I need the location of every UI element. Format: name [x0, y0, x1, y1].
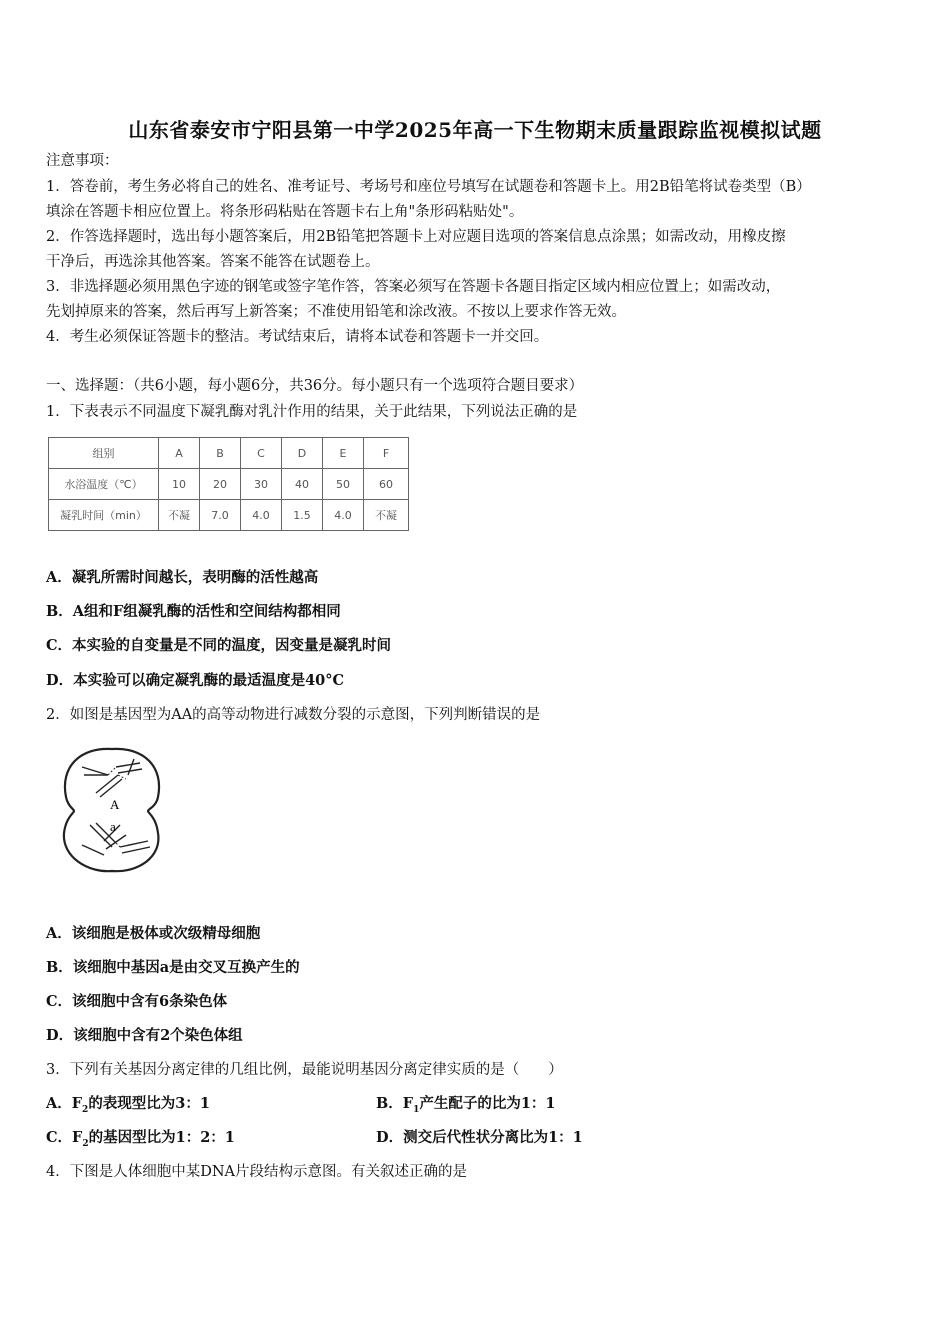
- gene-label-A: A: [110, 797, 120, 812]
- notice-line: 3．非选择题必须用黑色字迹的钢笔或签字笔作答，答案必须写在答题卡各题目指定区域内相应位置上；如需改动，: [46, 279, 781, 295]
- notice-line: 干净后，再选涂其他答案。答案不能答在试题卷上。: [46, 254, 380, 270]
- notice-line: 1．答卷前，考生务必将自己的姓名、准考证号、考场号和座位号填写在试题卷和答题卡上。用2B铅笔将试卷类型（B）: [46, 179, 811, 195]
- q3-option-a: A．$F_2$的表现型比为3：1: [46, 1095, 210, 1115]
- table-cell: 60: [364, 469, 409, 500]
- q1-option-d: D．本实验可以确定凝乳酶的最适温度是40°C: [46, 672, 345, 689]
- table-cell: 不凝: [159, 500, 200, 531]
- q3-option-c: C．$F_2$的基因型比为1：2：1: [46, 1129, 235, 1149]
- table-cell: 4.0: [241, 500, 282, 531]
- table-cell: B: [200, 438, 241, 469]
- table-cell: 7.0: [200, 500, 241, 531]
- table-cell: 水浴温度（℃）: [49, 469, 159, 500]
- q1-table: [48, 437, 409, 531]
- table-cell: A: [159, 438, 200, 469]
- q2-option-d: D．该细胞中含有2个染色体组: [46, 1027, 243, 1044]
- cell-division-figure: [60, 745, 165, 875]
- table-cell: 10: [159, 469, 200, 500]
- table-row: [49, 438, 409, 469]
- table-cell: 1.5: [282, 500, 323, 531]
- q3-option-d: D．测交后代性状分离比为1：1: [376, 1129, 583, 1146]
- q3-option-b: B．$F_1$产生配子的比为1：1: [376, 1095, 556, 1115]
- q2-option-b: B．该细胞中基因a是由交叉互换产生的: [46, 959, 300, 976]
- notice-line: 填涂在答题卡相应位置上。将条形码粘贴在答题卡右上角"条形码粘贴处"。: [46, 204, 524, 220]
- q2-option-c: C．该细胞中含有6条染色体: [46, 993, 228, 1010]
- table-row: [49, 469, 409, 500]
- q1-option-c: C．本实验的自变量是不同的温度，因变量是凝乳时间: [46, 637, 392, 654]
- table-cell: F: [364, 438, 409, 469]
- table-cell: 30: [241, 469, 282, 500]
- notice-line: 4．考生必须保证答题卡的整洁。考试结束后，请将本试卷和答题卡一并交回。: [46, 329, 549, 345]
- q4-stem: 4．下图是人体细胞中某DNA片段结构示意图。有关叙述正确的是: [46, 1164, 468, 1180]
- section-heading: 一、选择题：（共6小题，每小题6分，共36分。每小题只有一个选项符合题目要求）: [46, 378, 584, 394]
- table-cell: 不凝: [364, 500, 409, 531]
- table-cell: 50: [323, 469, 364, 500]
- gene-label-a: a: [110, 819, 116, 834]
- table-cell: 20: [200, 469, 241, 500]
- notice-heading: 注意事项：: [46, 153, 119, 169]
- table-cell: C: [241, 438, 282, 469]
- notice-line: 2．作答选择题时，选出每小题答案后，用2B铅笔把答题卡上对应题目选项的答案信息点涂黑；如需改动，用橡皮擦: [46, 229, 786, 245]
- q1-option-b: B．A组和F组凝乳酶的活性和空间结构都相同: [46, 603, 341, 620]
- table-cell: D: [282, 438, 323, 469]
- table-row: [49, 500, 409, 531]
- table-cell: 组别: [49, 438, 159, 469]
- q3-stem: 3．下列有关基因分离定律的几组比例，最能说明基因分离定律实质的是（ ）: [46, 1062, 563, 1078]
- q1-stem: 1．下表表示不同温度下凝乳酶对乳汁作用的结果，关于此结果，下列说法正确的是: [46, 404, 578, 420]
- table-cell: 4.0: [323, 500, 364, 531]
- q2-option-a: A．该细胞是极体或次级精母细胞: [46, 925, 261, 942]
- q1-option-a: A．凝乳所需时间越长，表明酶的活性越高: [46, 569, 319, 586]
- table-cell: E: [323, 438, 364, 469]
- table-cell: 40: [282, 469, 323, 500]
- table-cell: 凝乳时间（min）: [49, 500, 159, 531]
- notice-line: 先划掉原来的答案，然后再写上新答案；不准使用铅笔和涂改液。不按以上要求作答无效。: [46, 304, 626, 320]
- q2-stem: 2．如图是基因型为AA的高等动物进行减数分裂的示意图，下列判断错误的是: [46, 707, 541, 723]
- page-title: 山东省泰安市宁阳县第一中学2025年高一下生物期末质量跟踪监视模拟试题: [128, 118, 822, 142]
